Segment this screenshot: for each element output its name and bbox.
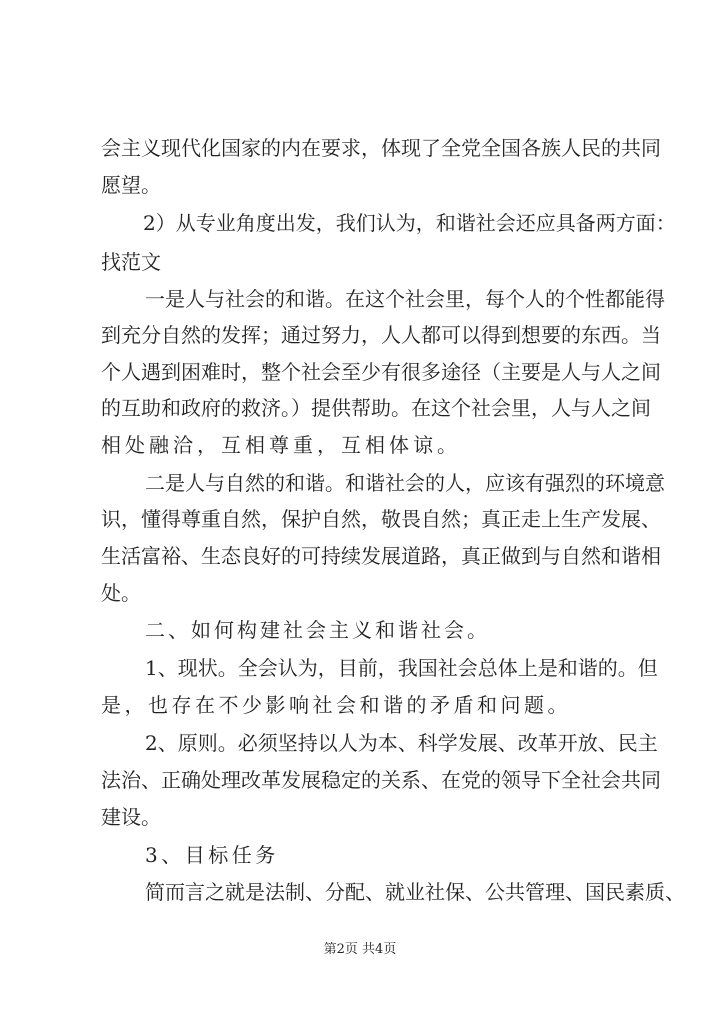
text-line: 生活富裕、生态良好的可持续发展道路，真正做到与自然和谐相 (101, 544, 661, 568)
subheading: 3、目标任务 (145, 843, 279, 867)
text-line: 2）从专业角度出发，我们认为，和谐社会还应具备两方面： (143, 211, 676, 235)
text-line: 愿望。 (101, 173, 161, 197)
text-line: 2、原则。必须坚持以人为本、科学发展、改革开放、民主 (145, 731, 658, 755)
section-heading: 二、如何构建社会主义和谐社会。 (145, 618, 490, 642)
text-line: 法治、正确处理改革发展稳定的关系、在党的领导下全社会共同 (101, 768, 661, 792)
text-line: 的互助和政府的救济。）提供帮助。在这个社会里，人与人之间 (101, 396, 651, 420)
text-line: 是，也存在不少影响社会和谐的矛盾和问题。 (101, 693, 571, 717)
text-line: 到充分自然的发挥；通过努力，人人都可以得到想要的东西。当 (101, 323, 661, 347)
text-line: 简而言之就是法制、分配、就业社保、公共管理、国民素质、 (145, 880, 685, 904)
page-number-footer: 第2页 共4页 (323, 942, 397, 957)
text-line: 个人遇到困难时，整个社会至少有很多途径（主要是人与人之间 (101, 360, 661, 384)
text-line: 相处融洽，互相尊重，互相体谅。 (101, 433, 461, 457)
text-line: 建设。 (101, 805, 161, 829)
text-line: 1、现状。全会认为，目前，我国社会总体上是和谐的。但 (145, 656, 658, 680)
text-line: 找范文 (101, 250, 161, 274)
text-line: 处。 (101, 581, 141, 605)
text-line: 会主义现代化国家的内在要求，体现了全党全国各族人民的共同 (101, 136, 661, 160)
text-line: 二是人与自然的和谐。和谐社会的人，应该有强烈的环境意 (145, 471, 665, 495)
text-line: 识，懂得尊重自然，保护自然，敬畏自然；真正走上生产发展、 (101, 507, 661, 531)
text-line: 一是人与社会的和谐。在这个社会里，每个人的个性都能得 (145, 287, 665, 311)
